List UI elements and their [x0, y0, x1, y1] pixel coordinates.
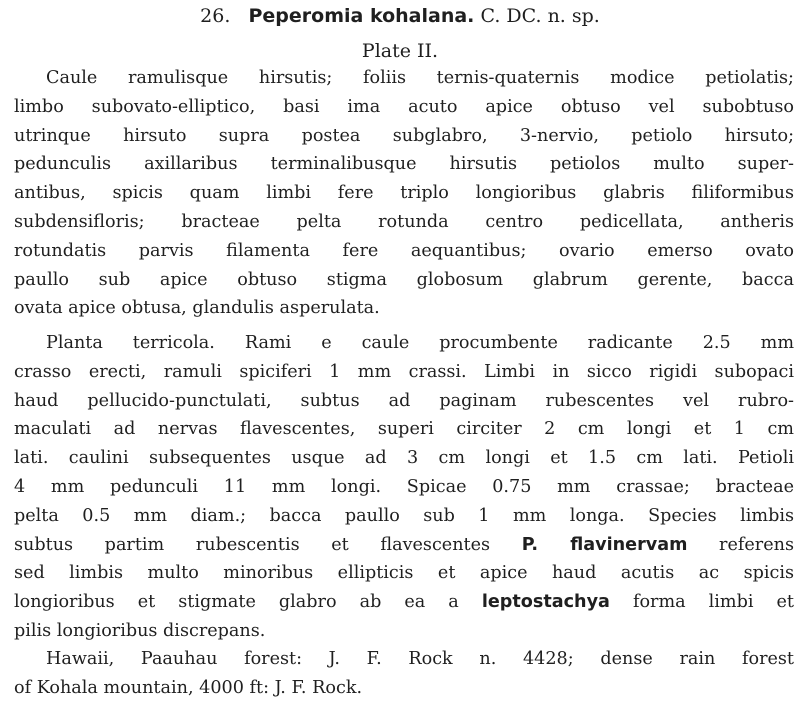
description-line: utrinque hirsuto supra postea subglabro, 3-nervio, petiolo hirsuto; [14, 125, 794, 146]
notes-line: sed limbis multo minoribus ellipticis et apice haud acutis ac spicis [14, 563, 794, 584]
description-line: pedunculis axillaribus terminalibusque hirsutis petiolos multo super- [14, 154, 794, 175]
notes-line: Planta terricola. Rami e caule procumbente radicante 2.5 mm [46, 333, 794, 353]
description-line: ovata apice obtusa, glandulis asperulata. [14, 298, 380, 319]
notes-line: pilis longioribus discrepans. [14, 620, 266, 641]
notes-line: haud pellucido-punctulati, subtus ad paginam rubescentes vel rubro- [14, 390, 794, 411]
description-line: rotundatis parvis filamenta fere aequantibus; ovario emerso ovato [14, 240, 794, 261]
description-line: Caule ramulisque hirsutis; foliis ternis-quaternis modice petiolatis; [46, 68, 794, 88]
notes-text: forma limbi et [609, 592, 795, 613]
notes-line: maculati ad nervas flavescentes, superi circiter 2 cm longi et 1 cm [14, 419, 794, 440]
description-line: limbo subovato-elliptico, basi ima acuto apice obtuso vel subobtuso [14, 96, 794, 117]
notes-line [14, 588, 794, 617]
notes-text: subtus partim rubescentis et flavescentes [14, 534, 522, 555]
notes-line: pelta 0.5 mm diam.; bacca paullo sub 1 mm longa. Species limbis [14, 505, 794, 526]
description-line: subdensifloris; bracteae pelta rotunda centro pedicellata, antheris [14, 211, 794, 232]
notes-line: 4 mm pedunculi 11 mm longi. Spicae 0.75 mm crassae; bracteae [14, 476, 794, 497]
referenced-species-leptostachya: leptostachya [481, 592, 610, 613]
locality-paragraph [14, 645, 794, 703]
description-line: antibus, spicis quam limbi fere triplo longioribus glabris filiformibus [14, 183, 794, 204]
locality-line: of Kohala mountain, 4000 ft: J. F. Rock. [14, 677, 363, 698]
notes-line: crasso erecti, ramuli spiciferi 1 mm crassi. Limbi in sicco rigidi subopaci [14, 361, 794, 382]
notes-text: longioribus et stigmate glabro ab ea a [14, 592, 482, 613]
notes-line [14, 531, 794, 560]
description-line: paullo sub apice obtuso stigma globosum glabrum gerente, bacca [14, 269, 794, 290]
referenced-species-flavinervam: P. flavinervam [521, 534, 688, 555]
species-name: Peperomia kohalana. [248, 5, 475, 27]
latin-description [14, 64, 794, 323]
species-author: C. DC. n. sp. [480, 5, 600, 27]
notes-text: referens [687, 534, 794, 555]
locality-line: Hawaii, Paauhau forest: J. F. Rock n. 4428; dense rain forest [46, 649, 794, 669]
notes-paragraph [14, 329, 794, 646]
plate-reference: Plate II. [361, 40, 439, 62]
notes-line: lati. caulini subsequentes usque ad 3 cm longi et 1.5 cm lati. Petioli [14, 448, 794, 469]
species-number: 26. [200, 5, 231, 27]
species-heading [0, 3, 800, 30]
